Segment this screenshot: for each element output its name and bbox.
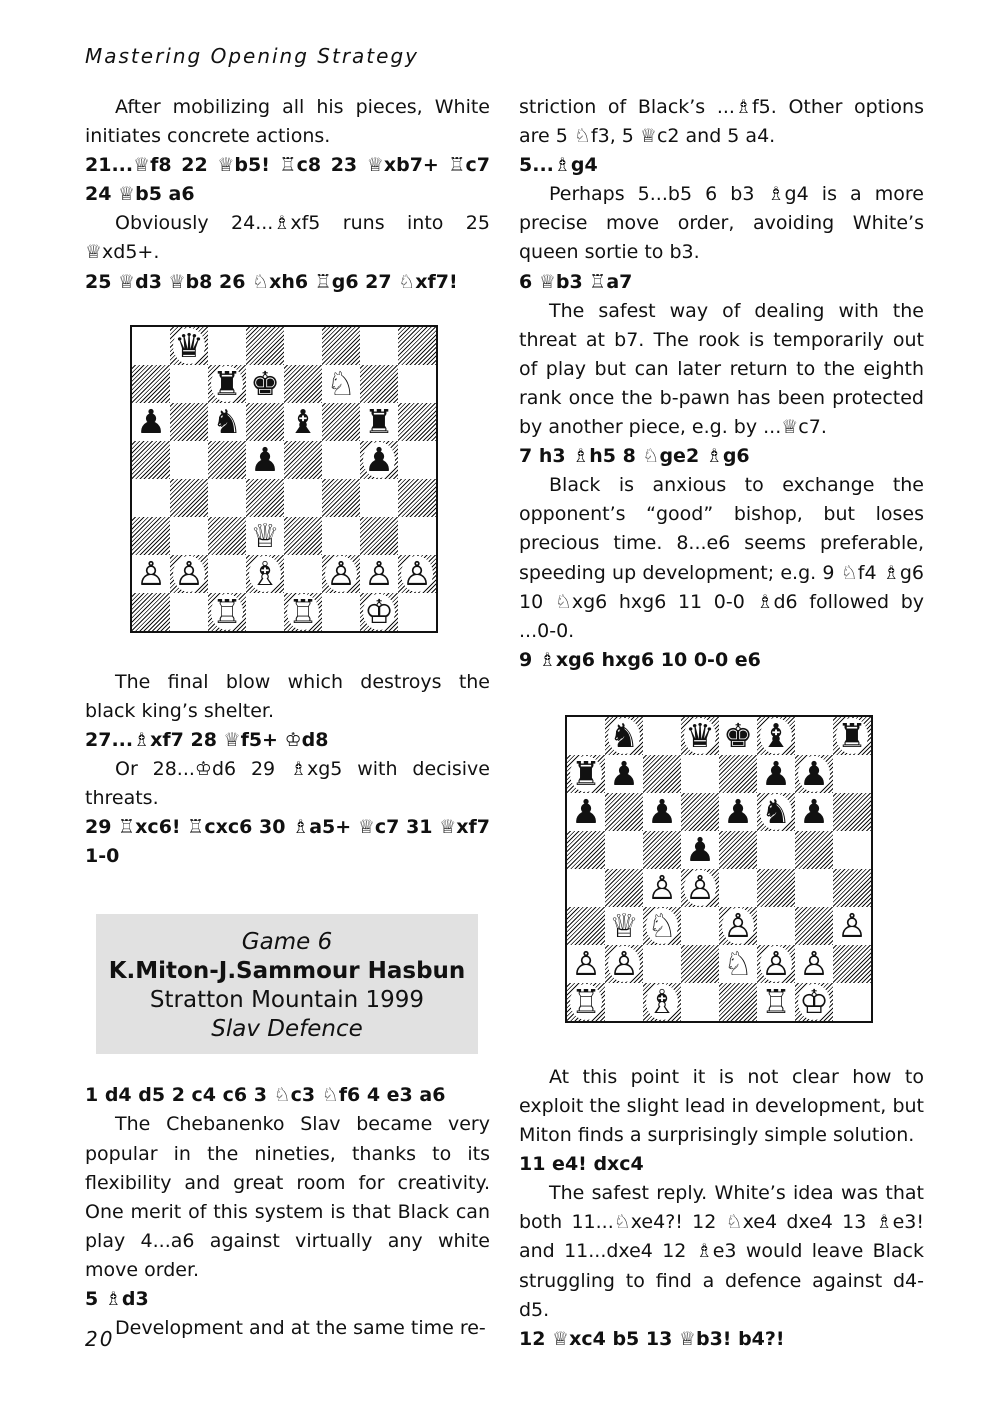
board-square — [605, 869, 643, 907]
board-square — [322, 327, 360, 365]
board-square — [567, 983, 605, 1021]
board-square — [757, 793, 795, 831]
white-pawn-icon: ♙ — [174, 553, 204, 593]
board-square — [284, 593, 322, 631]
board-square — [795, 755, 833, 793]
board-square — [360, 365, 398, 403]
board-square — [719, 945, 757, 983]
board-square — [681, 755, 719, 793]
left-column — [85, 93, 490, 1343]
game-info-box — [96, 914, 478, 1054]
board-square — [795, 907, 833, 945]
board-square — [322, 555, 360, 593]
black-pawn-icon: ♟ — [685, 829, 715, 869]
board-square — [681, 717, 719, 755]
white-knight-icon: ♘ — [326, 363, 356, 403]
board-square — [170, 517, 208, 555]
board-square — [398, 403, 436, 441]
black-rook-icon: ♜ — [571, 753, 601, 793]
board-square — [833, 793, 871, 831]
board-square — [322, 479, 360, 517]
game-opening: Slav Defence — [211, 1016, 363, 1043]
board-square — [398, 365, 436, 403]
black-queen-icon: ♛ — [174, 325, 204, 365]
board-square — [795, 717, 833, 755]
board-square — [322, 441, 360, 479]
white-king-icon: ♔ — [364, 591, 394, 631]
board-square — [132, 517, 170, 555]
board-square — [643, 983, 681, 1021]
board-square — [208, 403, 246, 441]
board-square — [284, 479, 322, 517]
white-queen-icon: ♕ — [609, 905, 639, 945]
board-square — [170, 365, 208, 403]
move-line: 25 ♕d3 ♕b8 26 ♘xh6 ♖g6 27 ♘xf7! — [85, 270, 458, 293]
board-square — [681, 945, 719, 983]
board-square — [605, 755, 643, 793]
white-pawn-icon: ♙ — [761, 943, 791, 983]
board-square — [833, 983, 871, 1021]
board-square — [605, 907, 643, 945]
board-square — [719, 869, 757, 907]
black-pawn-icon: ♟ — [250, 439, 280, 479]
board-square — [605, 945, 643, 983]
board-square — [643, 793, 681, 831]
board-square — [643, 755, 681, 793]
black-knight-icon: ♞ — [761, 791, 791, 831]
board-square — [284, 327, 322, 365]
board-square — [284, 441, 322, 479]
game-event: Stratton Mountain 1999 — [149, 987, 425, 1014]
black-pawn-icon: ♟ — [136, 401, 166, 441]
board-square — [208, 555, 246, 593]
board-square — [360, 555, 398, 593]
board-square — [284, 517, 322, 555]
white-pawn-icon: ♙ — [609, 943, 639, 983]
paragraph: The Chebanenko Slav became very popular in the nineties, thanks to its flexibility and great room for creativity. One merit of this system is that Black can play 4...a6 against virtually any white move order. — [85, 1113, 490, 1281]
board-square — [360, 517, 398, 555]
board-square — [170, 479, 208, 517]
board-square — [567, 831, 605, 869]
paragraph: The safest way of dealing with the threat at b7. The rook is temporarily out of play but can later return to the eighth rank once the b-pawn has been protected by another piece, e.g. by ...♕c7. — [519, 299, 924, 439]
board-square — [605, 717, 643, 755]
board-square — [360, 327, 398, 365]
board-square — [681, 793, 719, 831]
white-pawn-icon: ♙ — [837, 905, 867, 945]
black-bishop-icon: ♝ — [288, 401, 318, 441]
white-rook-icon: ♖ — [288, 591, 318, 631]
black-queen-icon: ♛ — [685, 715, 715, 755]
move-line: 11 e4! dxc4 — [519, 1153, 644, 1176]
black-knight-icon: ♞ — [212, 401, 242, 441]
white-pawn-icon: ♙ — [136, 553, 166, 593]
black-bishop-icon: ♝ — [761, 715, 791, 755]
white-queen-icon: ♕ — [250, 515, 280, 555]
board-square — [132, 403, 170, 441]
board-square — [322, 593, 360, 631]
board-square — [757, 755, 795, 793]
right-column — [519, 93, 924, 1354]
board-square — [795, 869, 833, 907]
board-square — [170, 555, 208, 593]
board-square — [398, 555, 436, 593]
white-rook-icon: ♖ — [571, 981, 601, 1021]
game-number: Game 6 — [241, 929, 333, 956]
chess-board — [565, 715, 873, 1023]
page-number: 20 — [85, 1327, 115, 1351]
board-square — [757, 983, 795, 1021]
board-square — [643, 869, 681, 907]
board-square — [398, 479, 436, 517]
board-square — [605, 793, 643, 831]
white-knight-icon: ♘ — [723, 943, 753, 983]
game-players: K.Miton-J.Sammour Hasbun — [108, 958, 466, 985]
board-square — [719, 831, 757, 869]
board-square — [246, 403, 284, 441]
black-pawn-icon: ♟ — [799, 753, 829, 793]
running-head: Mastering Opening Strategy — [85, 44, 419, 68]
board-square — [567, 717, 605, 755]
board-square — [170, 327, 208, 365]
board-square — [246, 555, 284, 593]
board-square — [605, 831, 643, 869]
paragraph: After mobilizing all his pieces, White initiates concrete actions. — [85, 96, 490, 148]
white-king-icon: ♔ — [799, 981, 829, 1021]
black-king-icon: ♚ — [723, 715, 753, 755]
chess-board — [130, 325, 438, 633]
board-square — [246, 441, 284, 479]
move-line: 1 d4 d5 2 c4 c6 3 ♘c3 ♘f6 4 e3 a6 — [85, 1084, 446, 1107]
board-square — [757, 945, 795, 983]
board-square — [322, 365, 360, 403]
white-pawn-icon: ♙ — [723, 905, 753, 945]
board-square — [605, 983, 643, 1021]
board-square — [170, 403, 208, 441]
white-bishop-icon: ♗ — [250, 553, 280, 593]
black-pawn-icon: ♟ — [799, 791, 829, 831]
board-square — [360, 593, 398, 631]
board-square — [132, 441, 170, 479]
board-square — [132, 479, 170, 517]
board-square — [643, 907, 681, 945]
board-square — [833, 755, 871, 793]
board-square — [681, 983, 719, 1021]
board-square — [833, 907, 871, 945]
board-square — [208, 327, 246, 365]
black-pawn-icon: ♟ — [761, 753, 791, 793]
board-square — [795, 983, 833, 1021]
white-knight-icon: ♘ — [647, 905, 677, 945]
board-square — [246, 479, 284, 517]
white-pawn-icon: ♙ — [326, 553, 356, 593]
board-square — [132, 327, 170, 365]
board-square — [208, 479, 246, 517]
board-square — [643, 831, 681, 869]
white-bishop-icon: ♗ — [647, 981, 677, 1021]
board-square — [833, 945, 871, 983]
black-rook-icon: ♜ — [837, 715, 867, 755]
move-line: 9 ♗xg6 hxg6 10 0-0 e6 — [519, 648, 761, 671]
board-square — [567, 945, 605, 983]
board-square — [719, 907, 757, 945]
board-square — [567, 755, 605, 793]
board-square — [795, 945, 833, 983]
paragraph: Development and at the same time re- — [115, 1317, 486, 1340]
white-pawn-icon: ♙ — [364, 553, 394, 593]
black-pawn-icon: ♟ — [364, 439, 394, 479]
paragraph: Obviously 24...♗xf5 runs into 25 ♕xd5+. — [85, 212, 490, 264]
board-square — [643, 717, 681, 755]
chess-diagram-2 — [565, 715, 924, 1023]
move-line: 6 ♕b3 ♖a7 — [519, 270, 633, 293]
paragraph: The safest reply. White’s idea was that both 11...♘xe4?! 12 ♘xe4 dxe4 13 ♗e3! and 11...dxe4 12 ♗e3 would leave Black struggling to find a defence against d4-d5. — [519, 1182, 924, 1321]
board-square — [246, 327, 284, 365]
white-pawn-icon: ♙ — [647, 867, 677, 907]
board-square — [360, 479, 398, 517]
board-square — [246, 593, 284, 631]
move-line: 29 ♖xc6! ♖cxc6 30 ♗a5+ ♕c7 31 ♕xf7 1-0 — [85, 816, 490, 868]
board-square — [132, 593, 170, 631]
move-line: 7 h3 ♗h5 8 ♘ge2 ♗g6 — [519, 445, 750, 468]
paragraph: At this point it is not clear how to exploit the slight lead in development, but Miton finds a surprisingly simple solution. — [519, 1065, 924, 1147]
move-line: 5...♗g4 — [519, 154, 598, 177]
black-pawn-icon: ♟ — [609, 753, 639, 793]
board-square — [246, 517, 284, 555]
white-rook-icon: ♖ — [761, 981, 791, 1021]
move-line: 12 ♕xc4 b5 13 ♕b3! b4?! — [519, 1327, 785, 1350]
black-pawn-icon: ♟ — [647, 791, 677, 831]
board-square — [360, 441, 398, 479]
paragraph: The final blow which destroys the black king’s shelter. — [85, 670, 490, 722]
board-square — [833, 717, 871, 755]
board-square — [208, 441, 246, 479]
board-square — [681, 869, 719, 907]
board-square — [567, 869, 605, 907]
board-square — [208, 517, 246, 555]
board-square — [284, 403, 322, 441]
board-square — [719, 717, 757, 755]
board-square — [322, 517, 360, 555]
black-rook-icon: ♜ — [364, 401, 394, 441]
board-square — [681, 907, 719, 945]
board-square — [719, 793, 757, 831]
board-square — [795, 831, 833, 869]
board-square — [398, 441, 436, 479]
board-square — [757, 907, 795, 945]
paragraph: Or 28...♔d6 29 ♗xg5 with decisive threats. — [85, 757, 490, 810]
board-square — [284, 555, 322, 593]
board-square — [833, 831, 871, 869]
paragraph: striction of Black’s ...♗f5. Other options are 5 ♘f3, 5 ♕c2 and 5 a4. — [519, 96, 924, 148]
white-pawn-icon: ♙ — [571, 943, 601, 983]
board-square — [398, 327, 436, 365]
board-square — [208, 593, 246, 631]
board-square — [398, 517, 436, 555]
white-rook-icon: ♖ — [212, 591, 242, 631]
black-rook-icon: ♜ — [212, 363, 242, 403]
black-pawn-icon: ♟ — [571, 791, 601, 831]
paragraph: Perhaps 5...b5 6 b3 ♗g4 is a more precise move order, avoiding White’s queen sortie to b3. — [519, 183, 924, 264]
move-line: 27...♗xf7 28 ♕f5+ ♔d8 — [85, 728, 329, 751]
board-square — [719, 983, 757, 1021]
board-square — [567, 907, 605, 945]
black-pawn-icon: ♟ — [723, 791, 753, 831]
board-square — [208, 365, 246, 403]
board-square — [567, 793, 605, 831]
black-king-icon: ♚ — [250, 363, 280, 403]
board-square — [681, 831, 719, 869]
paragraph: Black is anxious to exchange the opponent’s “good” bishop, but loses precious time. 8...e6 seems preferable, speeding up development; e.g. 9 ♘f4 ♗g6 10 ♘xg6 hxg6 11 0-0 ♗d6 followed by ...0-0. — [519, 474, 924, 642]
board-square — [360, 403, 398, 441]
move-line: 21...♕f8 22 ♕b5! ♖c8 23 ♕xb7+ ♖c7 24 ♕b5 a6 — [85, 154, 490, 206]
white-pawn-icon: ♙ — [799, 943, 829, 983]
board-square — [757, 831, 795, 869]
board-square — [795, 793, 833, 831]
move-line: 5 ♗d3 — [85, 1287, 149, 1310]
board-square — [284, 365, 322, 403]
board-square — [757, 717, 795, 755]
board-square — [643, 945, 681, 983]
board-square — [132, 555, 170, 593]
board-square — [833, 869, 871, 907]
white-pawn-icon: ♙ — [685, 867, 715, 907]
board-square — [719, 755, 757, 793]
board-square — [170, 441, 208, 479]
chess-diagram-1 — [130, 325, 490, 633]
white-pawn-icon: ♙ — [402, 553, 432, 593]
board-square — [170, 593, 208, 631]
black-knight-icon: ♞ — [609, 715, 639, 755]
board-square — [757, 869, 795, 907]
board-square — [322, 403, 360, 441]
board-square — [246, 365, 284, 403]
board-square — [398, 593, 436, 631]
board-square — [132, 365, 170, 403]
